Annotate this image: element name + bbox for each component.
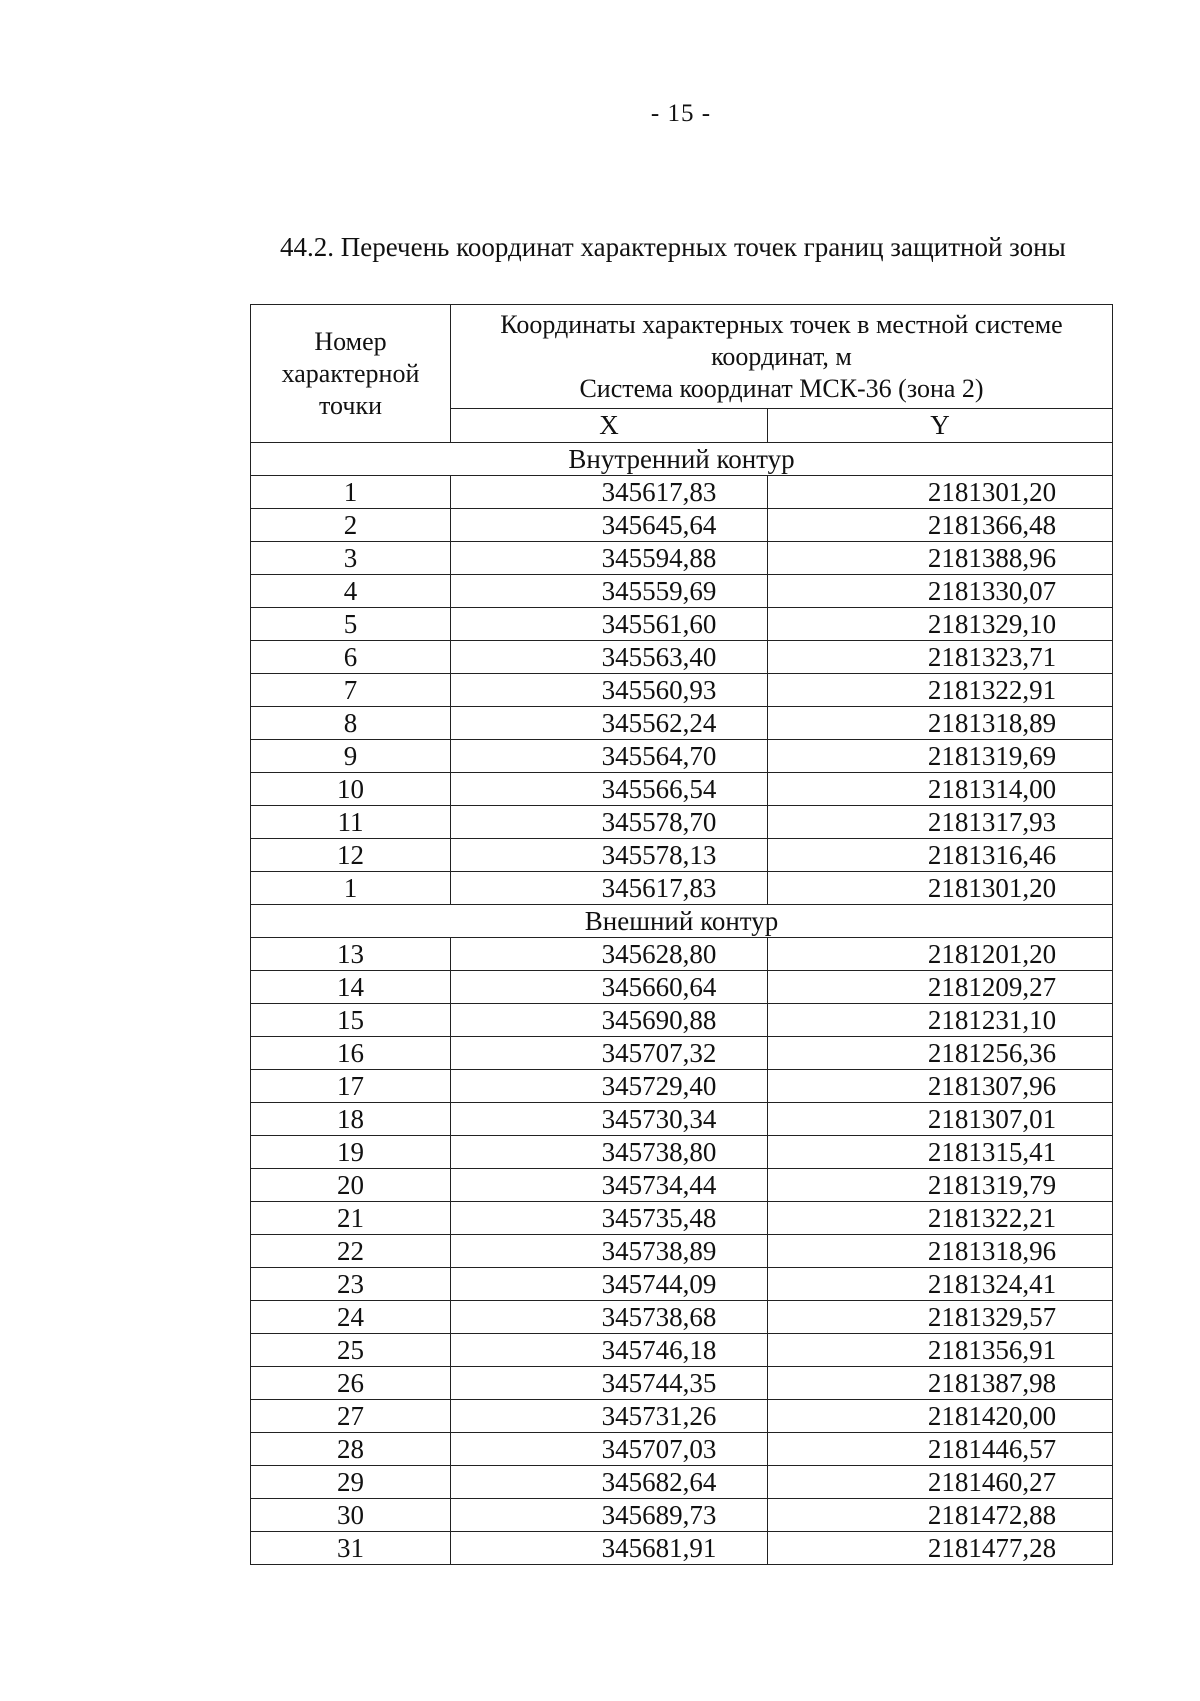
table-row (251, 1004, 1113, 1037)
table-row (251, 1103, 1113, 1136)
y-coordinate-cell: 2181318,96 (768, 1235, 1113, 1268)
document-heading: 44.2. Перечень координат характерных точек границ защитной зоны (280, 232, 1066, 262)
y-coordinate-cell: 2181319,69 (768, 740, 1113, 773)
point-number-cell: 4 (251, 575, 451, 608)
y-coordinate-cell: 2181322,91 (768, 674, 1113, 707)
header-x: X (451, 409, 768, 443)
header-point-number (251, 305, 451, 443)
point-number-cell: 2 (251, 509, 451, 542)
y-coordinate-cell: 2181319,79 (768, 1169, 1113, 1202)
table-row (251, 773, 1113, 806)
table-row (251, 971, 1113, 1004)
y-coordinate-cell: 2181209,27 (768, 971, 1113, 1004)
point-number-cell: 1 (251, 872, 451, 905)
x-coordinate-cell: 345707,03 (451, 1433, 768, 1466)
x-coordinate-cell: 345730,34 (451, 1103, 768, 1136)
header-y: Y (768, 409, 1113, 443)
table-row (251, 1433, 1113, 1466)
table-row (251, 707, 1113, 740)
y-coordinate-cell: 2181366,48 (768, 509, 1113, 542)
x-coordinate-cell: 345729,40 (451, 1070, 768, 1103)
x-coordinate-cell: 345559,69 (451, 575, 768, 608)
point-number-cell: 15 (251, 1004, 451, 1037)
point-number-cell: 25 (251, 1334, 451, 1367)
point-number-cell: 17 (251, 1070, 451, 1103)
table-row (251, 1367, 1113, 1400)
y-coordinate-cell: 2181315,41 (768, 1136, 1113, 1169)
y-coordinate-cell: 2181201,20 (768, 938, 1113, 971)
x-coordinate-cell: 345617,83 (451, 476, 768, 509)
point-number-cell: 7 (251, 674, 451, 707)
x-coordinate-cell: 345564,70 (451, 740, 768, 773)
x-coordinate-cell: 345738,80 (451, 1136, 768, 1169)
table-row (251, 575, 1113, 608)
y-coordinate-cell: 2181420,00 (768, 1400, 1113, 1433)
point-number-cell: 8 (251, 707, 451, 740)
table-row (251, 641, 1113, 674)
table-row (251, 608, 1113, 641)
point-number-cell: 23 (251, 1268, 451, 1301)
y-coordinate-cell: 2181324,41 (768, 1268, 1113, 1301)
y-coordinate-cell: 2181477,28 (768, 1532, 1113, 1565)
point-number-cell: 16 (251, 1037, 451, 1070)
x-coordinate-cell: 345734,44 (451, 1169, 768, 1202)
table-row (251, 1499, 1113, 1532)
x-coordinate-cell: 345735,48 (451, 1202, 768, 1235)
table-row (251, 476, 1113, 509)
x-coordinate-cell: 345562,24 (451, 707, 768, 740)
x-coordinate-cell: 345660,64 (451, 971, 768, 1004)
y-coordinate-cell: 2181387,98 (768, 1367, 1113, 1400)
point-number-cell: 29 (251, 1466, 451, 1499)
table-row (251, 872, 1113, 905)
x-coordinate-cell: 345566,54 (451, 773, 768, 806)
section-title: Внешний контур (251, 905, 1113, 938)
y-coordinate-cell: 2181460,27 (768, 1466, 1113, 1499)
point-number-cell: 14 (251, 971, 451, 1004)
section-title: Внутренний контур (251, 443, 1113, 476)
x-coordinate-cell: 345731,26 (451, 1400, 768, 1433)
point-number-cell: 24 (251, 1301, 451, 1334)
y-coordinate-cell: 2181329,57 (768, 1301, 1113, 1334)
point-number-cell: 27 (251, 1400, 451, 1433)
table-row (251, 1202, 1113, 1235)
x-coordinate-cell: 345681,91 (451, 1532, 768, 1565)
x-coordinate-cell: 345744,09 (451, 1268, 768, 1301)
y-coordinate-cell: 2181316,46 (768, 839, 1113, 872)
header-point-number-label: Номер характерной точки (281, 326, 420, 420)
x-coordinate-cell: 345690,88 (451, 1004, 768, 1037)
page-number: - 15 - (650, 100, 712, 127)
y-coordinate-cell: 2181388,96 (768, 542, 1113, 575)
table-row (251, 1268, 1113, 1301)
table-header (251, 305, 1113, 443)
coordinates-table (250, 304, 1113, 1565)
section-row (251, 905, 1113, 938)
y-coordinate-cell: 2181329,10 (768, 608, 1113, 641)
y-coordinate-cell: 2181317,93 (768, 806, 1113, 839)
table-row (251, 542, 1113, 575)
table-row (251, 1037, 1113, 1070)
x-coordinate-cell: 345746,18 (451, 1334, 768, 1367)
point-number-cell: 6 (251, 641, 451, 674)
point-number-cell: 22 (251, 1235, 451, 1268)
y-coordinate-cell: 2181330,07 (768, 575, 1113, 608)
point-number-cell: 1 (251, 476, 451, 509)
point-number-cell: 10 (251, 773, 451, 806)
table-row (251, 1235, 1113, 1268)
x-coordinate-cell: 345561,60 (451, 608, 768, 641)
point-number-cell: 13 (251, 938, 451, 971)
table-row (251, 839, 1113, 872)
y-coordinate-cell: 2181307,01 (768, 1103, 1113, 1136)
point-number-cell: 9 (251, 740, 451, 773)
table-row (251, 1334, 1113, 1367)
point-number-cell: 12 (251, 839, 451, 872)
table-row (251, 740, 1113, 773)
x-coordinate-cell: 345738,89 (451, 1235, 768, 1268)
point-number-cell: 5 (251, 608, 451, 641)
table-row (251, 806, 1113, 839)
y-coordinate-cell: 2181318,89 (768, 707, 1113, 740)
table-body (251, 443, 1113, 1565)
table-row (251, 1466, 1113, 1499)
table-row (251, 1169, 1113, 1202)
point-number-cell: 18 (251, 1103, 451, 1136)
y-coordinate-cell: 2181356,91 (768, 1334, 1113, 1367)
point-number-cell: 19 (251, 1136, 451, 1169)
y-coordinate-cell: 2181322,21 (768, 1202, 1113, 1235)
table-row (251, 1400, 1113, 1433)
table-row (251, 1301, 1113, 1334)
point-number-cell: 28 (251, 1433, 451, 1466)
y-coordinate-cell: 2181446,57 (768, 1433, 1113, 1466)
y-coordinate-cell: 2181301,20 (768, 872, 1113, 905)
header-coordinates (451, 305, 1113, 409)
y-coordinate-cell: 2181301,20 (768, 476, 1113, 509)
x-coordinate-cell: 345578,13 (451, 839, 768, 872)
x-coordinate-cell: 345645,64 (451, 509, 768, 542)
x-coordinate-cell: 345682,64 (451, 1466, 768, 1499)
table-row (251, 1070, 1113, 1103)
point-number-cell: 3 (251, 542, 451, 575)
y-coordinate-cell: 2181472,88 (768, 1499, 1113, 1532)
header-coordinates-label: Координаты характерных точек в местной системе координат, м (500, 309, 1063, 371)
point-number-cell: 11 (251, 806, 451, 839)
section-row (251, 443, 1113, 476)
x-coordinate-cell: 345738,68 (451, 1301, 768, 1334)
table-row (251, 509, 1113, 542)
x-coordinate-cell: 345578,70 (451, 806, 768, 839)
x-coordinate-cell: 345689,73 (451, 1499, 768, 1532)
x-coordinate-cell: 345594,88 (451, 542, 768, 575)
point-number-cell: 30 (251, 1499, 451, 1532)
x-coordinate-cell: 345628,80 (451, 938, 768, 971)
point-number-cell: 21 (251, 1202, 451, 1235)
point-number-cell: 31 (251, 1532, 451, 1565)
table-row (251, 938, 1113, 971)
y-coordinate-cell: 2181307,96 (768, 1070, 1113, 1103)
table-row (251, 1136, 1113, 1169)
table-row (251, 1532, 1113, 1565)
table-row (251, 674, 1113, 707)
y-coordinate-cell: 2181256,36 (768, 1037, 1113, 1070)
x-coordinate-cell: 345563,40 (451, 641, 768, 674)
x-coordinate-cell: 345560,93 (451, 674, 768, 707)
y-coordinate-cell: 2181231,10 (768, 1004, 1113, 1037)
header-coordinate-system: Система координат МСК-36 (зона 2) (579, 373, 984, 403)
point-number-cell: 26 (251, 1367, 451, 1400)
x-coordinate-cell: 345707,32 (451, 1037, 768, 1070)
point-number-cell: 20 (251, 1169, 451, 1202)
x-coordinate-cell: 345744,35 (451, 1367, 768, 1400)
y-coordinate-cell: 2181323,71 (768, 641, 1113, 674)
y-coordinate-cell: 2181314,00 (768, 773, 1113, 806)
x-coordinate-cell: 345617,83 (451, 872, 768, 905)
